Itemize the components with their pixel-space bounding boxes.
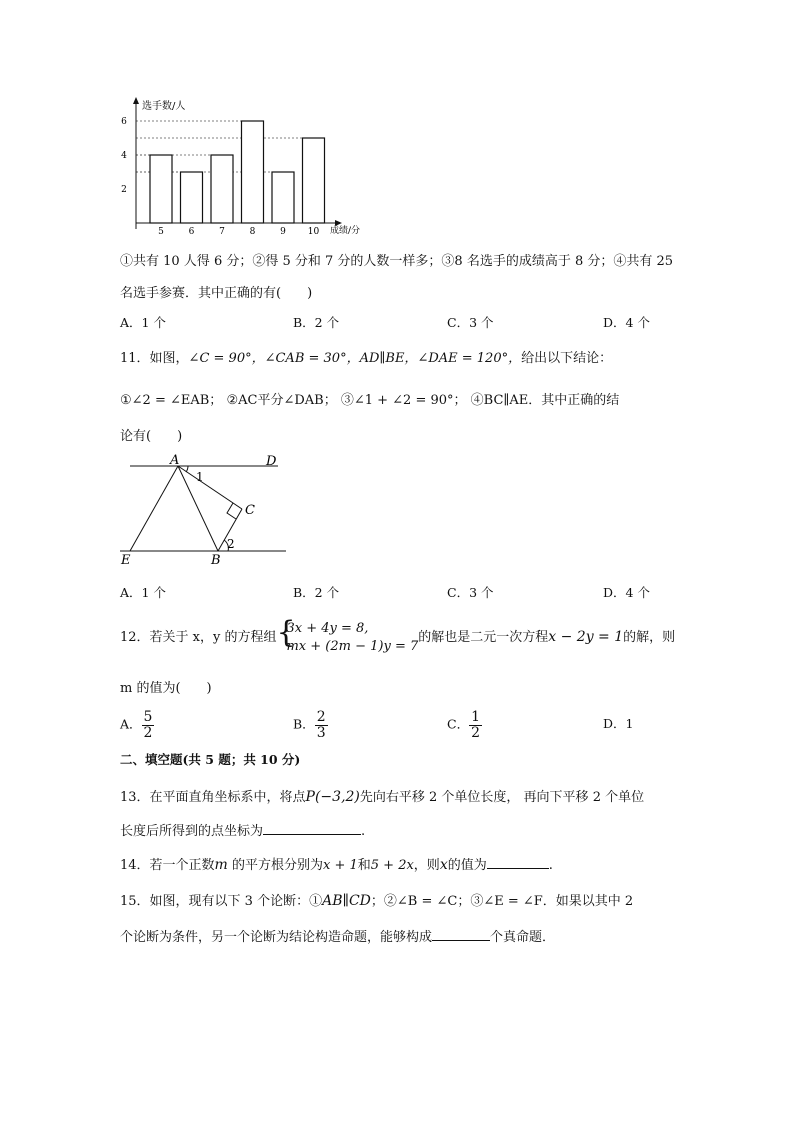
label-a: A <box>170 454 180 468</box>
right-angle-mark <box>227 503 236 519</box>
q15-line2 <box>120 926 555 945</box>
q11-line2 <box>120 389 619 408</box>
q12-prefix: 12．若关于 x，y 的方程组 <box>120 630 277 646</box>
q11-statement-1: ①∠2 = ∠EAB； <box>120 393 223 408</box>
q13-prefix: 13．在平面直角坐标系中，将点 <box>120 790 306 805</box>
label-b: B <box>211 553 221 568</box>
q12-option-d[interactable]: D．1 <box>603 716 634 731</box>
q12-option-b[interactable]: B． $\frac{2}{3}$ <box>293 709 326 741</box>
x-tick-label: 9 <box>280 227 286 235</box>
q11-option-b[interactable]: B．2 个 <box>293 585 340 600</box>
q10-option-d[interactable]: D．4 个 <box>603 315 650 330</box>
q11-cond-c: ∠C = 90°， <box>188 351 265 366</box>
bar-6 <box>181 172 203 223</box>
q14-expr1: x + 1 <box>322 858 358 873</box>
q12-line2: m 的值为( ) <box>120 681 212 696</box>
system-brace: { <box>276 615 296 650</box>
q11-cond-cab: ∠CAB = 30°， <box>264 351 360 366</box>
q14-line <box>120 854 553 873</box>
q13-end: . <box>361 824 366 839</box>
q12-eq1: 3x + 4y = 8, <box>286 621 369 636</box>
q14-prefix: 14．若一个正数 <box>120 858 215 873</box>
q11-suffix: 给出以下结论： <box>521 351 613 366</box>
label-2: 2 <box>227 537 235 551</box>
q11-option-d[interactable]: D．4 个 <box>603 585 650 600</box>
q15-answer-blank[interactable] <box>432 928 490 941</box>
q13-line2-text: 长度后所得到的点坐标为 <box>120 824 264 839</box>
bar-8 <box>242 121 264 223</box>
y-tick-label: 6 <box>121 117 127 127</box>
q12-eq2: mx + (2m − 1)y = 7 <box>286 638 419 654</box>
q10-option-b[interactable]: B．2 个 <box>293 315 340 330</box>
q11-geometry-figure <box>118 454 293 570</box>
q10-statements-cont: 名选手参赛．其中正确的有( ) <box>120 286 313 301</box>
x-tick-label: 8 <box>249 227 256 235</box>
q12-equation-system <box>276 615 419 655</box>
q11-cond-parallel: AD∥BE， <box>359 351 418 366</box>
q14-answer-blank[interactable] <box>487 856 549 869</box>
q11-option-a[interactable]: A．1 个 <box>120 585 166 600</box>
q14-m: m <box>214 857 228 873</box>
q12-line1 <box>120 615 676 655</box>
q13-point: P(−3,2) <box>305 789 360 805</box>
q12-options <box>120 702 680 742</box>
x-tick-label: 10 <box>307 227 320 235</box>
bar-5 <box>150 155 172 223</box>
q11-statement-2: ②AC平分∠DAB； <box>226 393 337 408</box>
q11-statement-4: ④BC∥AE．其中正确的结 <box>470 393 620 408</box>
q14-middle: 的平方根分别为 <box>231 858 323 873</box>
x-axis-label: 成绩/分 <box>330 226 360 235</box>
q14-end: . <box>548 858 553 873</box>
q11-line1 <box>120 347 612 366</box>
bar-9 <box>272 172 294 223</box>
y-tick-label: 2 <box>121 185 127 195</box>
q10-option-c[interactable]: C．3 个 <box>447 315 494 330</box>
label-d: D <box>266 454 277 469</box>
x-tick-label: 6 <box>188 227 195 235</box>
label-c: C <box>245 503 255 518</box>
q15-prefix: 15．如图，现有以下 3 个论断：① <box>120 894 323 909</box>
x-tick-label: 5 <box>158 227 164 235</box>
q15-rest: ；②∠B = ∠C；③∠E = ∠F．如果以其中 2 <box>370 894 634 909</box>
q12-eq3: x − 2y = 1 <box>548 629 624 646</box>
q15-line1 <box>120 890 633 909</box>
q15-statement-a: AB∥CD <box>322 893 371 909</box>
q10-statements: ①共有 10 人得 6 分；②得 5 分和 7 分的人数一样多；③8 名选手的成绩高于 8 分；④共有 25 <box>120 254 674 269</box>
q11-prefix: 11．如图， <box>120 351 189 366</box>
q13-line2 <box>120 820 365 839</box>
q13-answer-blank[interactable] <box>263 822 361 835</box>
y-axis-arrow <box>133 97 139 104</box>
label-e: E <box>121 553 131 568</box>
angle-1-arc <box>186 466 188 472</box>
y-tick-label: 4 <box>121 151 127 161</box>
q12-suffix: 的解，则 <box>623 630 676 646</box>
q14-then: ，则 <box>413 858 440 873</box>
q11-statement-3: ③∠1 + ∠2 = 90°； <box>340 393 467 408</box>
x-tick-label: 7 <box>219 227 225 235</box>
q11-line3: 论有( ) <box>120 429 183 444</box>
q14-and: 和 <box>357 858 371 873</box>
q13-line1 <box>120 786 644 805</box>
q12-middle: 的解也是二元一次方程 <box>418 630 549 646</box>
q14-x: x <box>439 857 448 873</box>
segment-ae <box>130 466 178 551</box>
y-axis-label: 选手数/人 <box>142 101 186 112</box>
bar-7 <box>211 155 233 223</box>
q13-suffix: 先向右平移 2 个单位长度， 再向下平移 2 个单位 <box>359 790 645 805</box>
q11-cond-dae: ∠DAE = 120°， <box>417 351 522 366</box>
q14-expr2: 5 + 2x <box>370 858 414 873</box>
q10-option-a[interactable]: A．1 个 <box>120 315 166 330</box>
q15-line2a: 个论断为条件，另一个论断为结论构造命题，能够构成 <box>120 930 433 945</box>
bar-10 <box>303 138 325 223</box>
q15-line2b: 个真命题． <box>490 930 556 945</box>
q11-option-c[interactable]: C．3 个 <box>447 585 494 600</box>
score-bar-chart <box>110 95 360 235</box>
label-1: 1 <box>196 470 204 484</box>
section-2-title: 二、填空题(共 5 题；共 10 分) <box>120 752 301 767</box>
q12-option-c[interactable]: C． $\frac{1}{2}$ <box>447 709 480 741</box>
q14-suffix: 的值为 <box>447 858 487 873</box>
q12-option-a[interactable]: A． $\frac{5}{2}$ <box>120 709 153 741</box>
